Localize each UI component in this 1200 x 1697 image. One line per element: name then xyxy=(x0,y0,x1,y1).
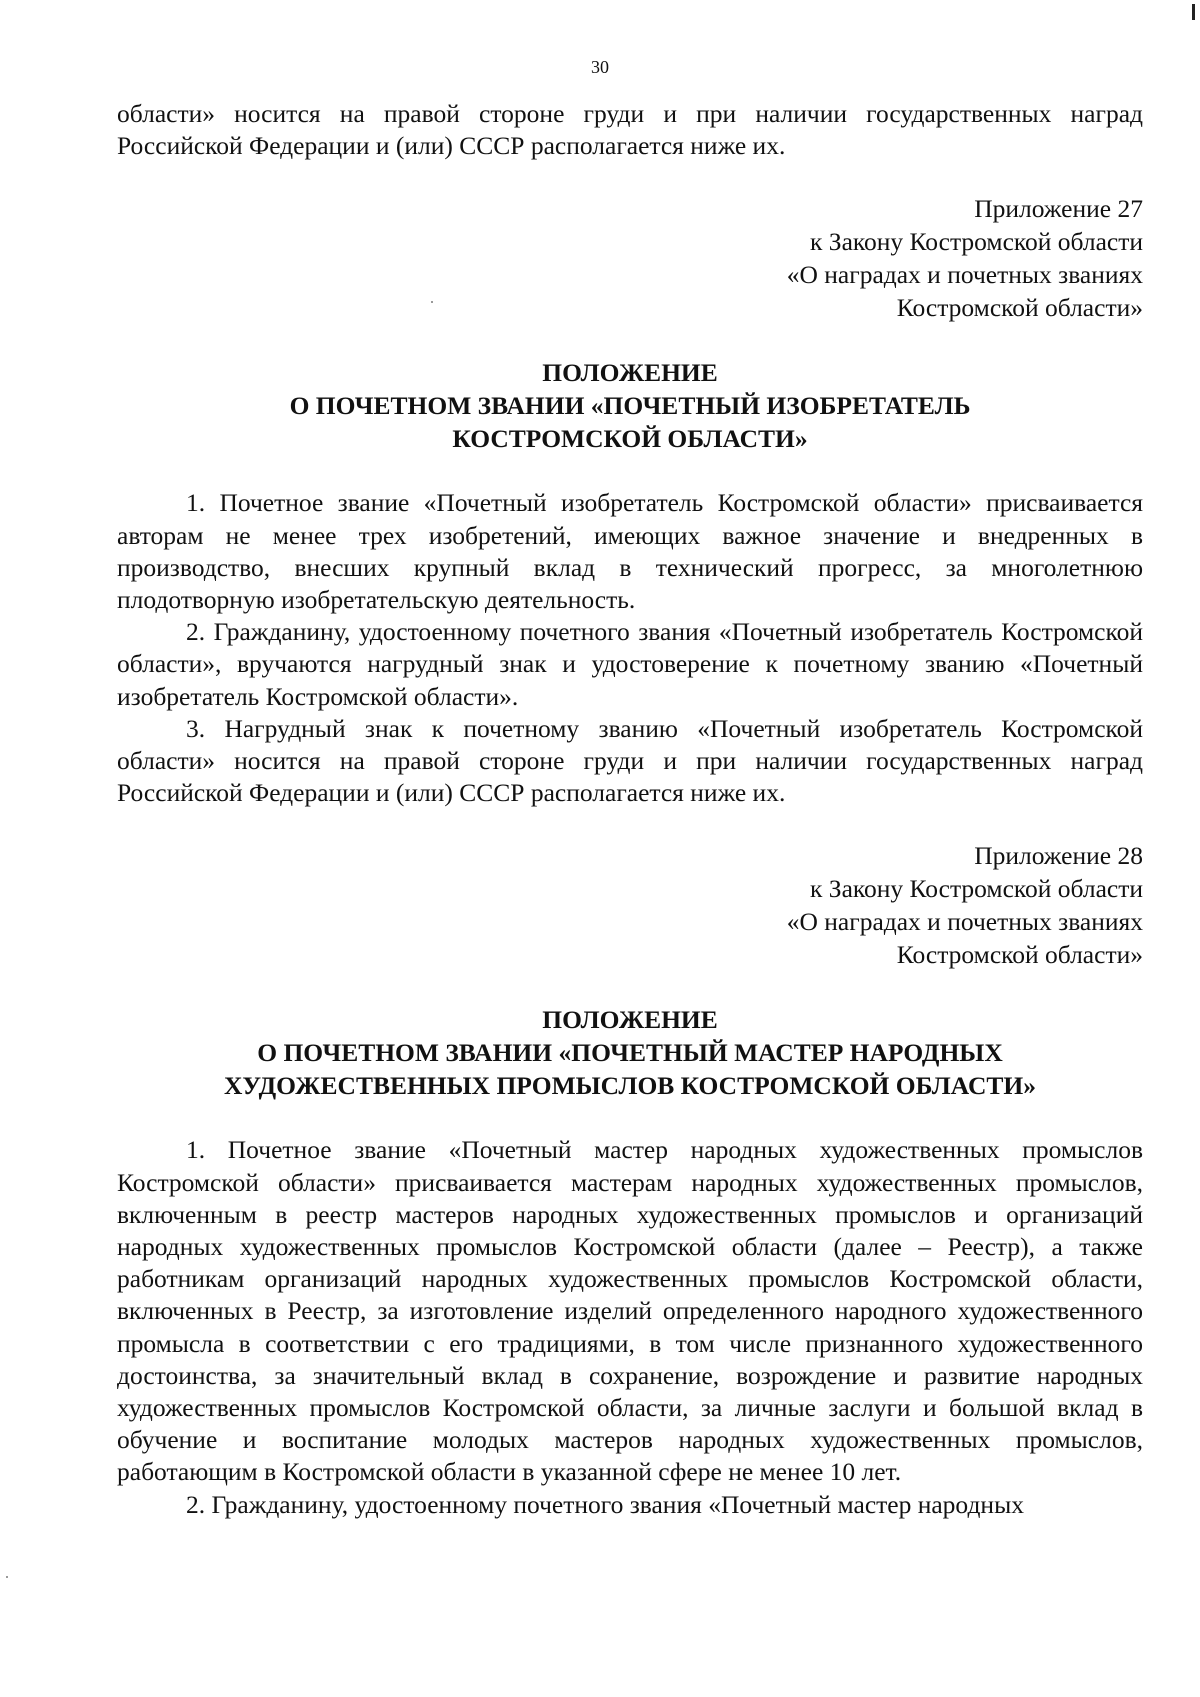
appendix-line: «О наградах и почетных званиях xyxy=(786,907,1143,937)
continued-paragraph: области» носится на правой стороне груди и при наличии государственных наград Российской Федерации и (или) СССР располагается ниже их. xyxy=(117,99,1143,161)
scan-speck xyxy=(6,1576,8,1578)
appendix-28-header xyxy=(117,839,1143,971)
appendix-line: Приложение 27 xyxy=(974,194,1143,224)
title-line: ПОЛОЖЕНИЕ xyxy=(542,358,718,388)
appendix-line: Костромской области» xyxy=(896,940,1143,970)
appendix-line: «О наградах и почетных званиях xyxy=(786,260,1143,290)
title-line: О ПОЧЕТНОМ ЗВАНИИ «ПОЧЕТНЫЙ ИЗОБРЕТАТЕЛЬ xyxy=(289,391,971,421)
appendix-line: к Закону Костромской области xyxy=(810,874,1143,904)
section-28-paragraph-1: 1. Почетное звание «Почетный мастер народных художественных промыслов Костромской области» присваивается мастерам народных художественных промыслов, включенным в реестр мастеров народных художественных промыслов и организаций народных художественных промыслов Костромской области (далее – Реестр), а также работникам организаций народных художественных промыслов Костромской области, включенных в Реестр, за изготовление изделий определенного народного художественного промысла в соответствии с его традициями, в том числе признанного художественного достоинства, за значительный вклад в сохранение, возрождение и развитие народных художественных промыслов Костромской области, за личные заслуги и большой вклад в обучение и воспитание молодых мастеров народных художественных промыслов, работающим в Костромской области в указанной сфере не менее 10 лет. xyxy=(117,1135,1143,1487)
section-28-title xyxy=(117,1003,1143,1102)
section-27-paragraph-1: 1. Почетное звание «Почетный изобретатель Костромской области» присваивается авторам не менее трех изобретений, имеющих важное значение и внедренных в производство, внесших крупный вклад в технический прогресс, за многолетнюю плодотворную изобретательскую деятельность. xyxy=(117,488,1143,615)
appendix-line: к Закону Костромской области xyxy=(810,227,1143,257)
title-line: О ПОЧЕТНОМ ЗВАНИИ «ПОЧЕТНЫЙ МАСТЕР НАРОДНЫХ xyxy=(257,1038,1003,1068)
scan-edge-mark xyxy=(1192,4,1195,20)
title-line: КОСТРОМСКОЙ ОБЛАСТИ» xyxy=(452,424,808,454)
appendix-line: Костромской области» xyxy=(896,293,1143,323)
appendix-line: Приложение 28 xyxy=(974,841,1143,871)
section-27-title xyxy=(117,356,1143,455)
section-27-paragraph-2: 2. Гражданину, удостоенному почетного звания «Почетный изобретатель Костромской области», вручаются нагрудный знак и удостоверение к почетному званию «Почетный изобретатель Костромской области». xyxy=(117,617,1143,711)
title-line: ПОЛОЖЕНИЕ xyxy=(542,1005,718,1035)
section-27-paragraph-3: 3. Нагрудный знак к почетному званию «Почетный изобретатель Костромской области» носится на правой стороне груди и при наличии государственных наград Российской Федерации и (или) СССР располагается ниже их. xyxy=(117,713,1143,808)
section-28-paragraph-2: 2. Гражданину, удостоенному почетного звания «Почетный мастер народных xyxy=(186,1489,1024,1519)
document-body xyxy=(117,98,1143,1521)
appendix-27-header xyxy=(117,192,1143,324)
title-line: ХУДОЖЕСТВЕННЫХ ПРОМЫСЛОВ КОСТРОМСКОЙ ОБЛАСТИ» xyxy=(224,1071,1036,1101)
page-number: 30 xyxy=(591,57,609,77)
